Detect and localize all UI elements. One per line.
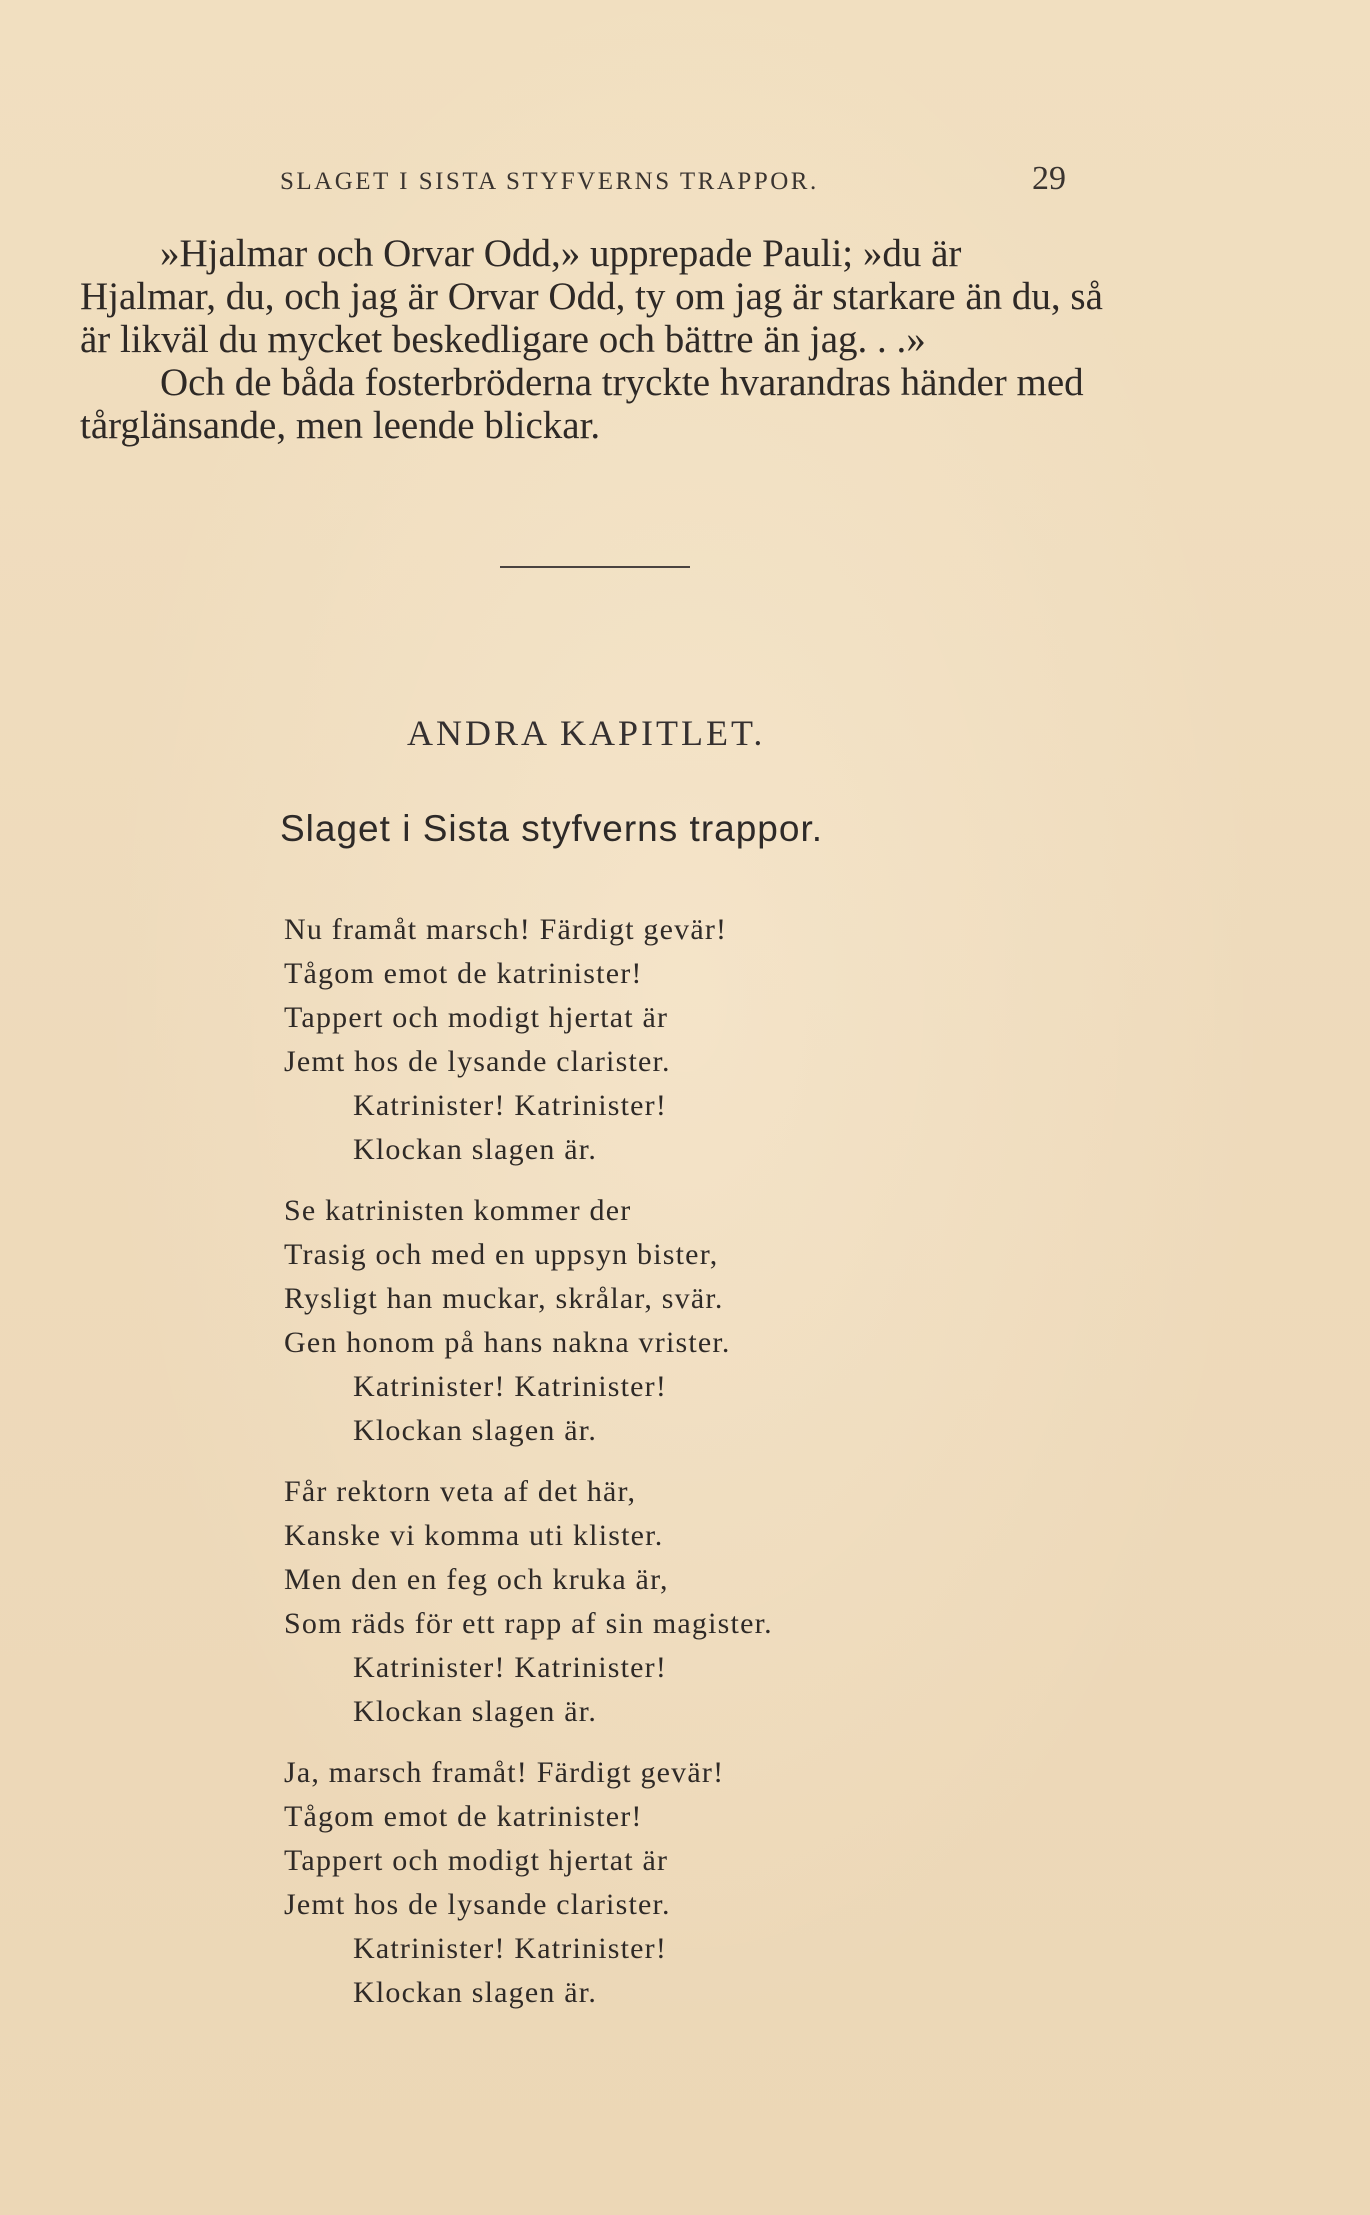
poem-line: Jemt hos de lysande clarister. [284, 1888, 671, 1921]
poem-line: Nu framåt marsch! Färdigt gevär! [284, 913, 728, 946]
prose-paragraph: Och de båda fosterbröderna tryckte hvarandras händer med tårglänsande, men leende blickar. [80, 361, 1084, 447]
poem-line: Men den en feg och kruka är, [284, 1563, 669, 1596]
running-head: SLAGET I SISTA STYFVERNS TRAPPOR. [280, 168, 819, 195]
prose-paragraph: »Hjalmar och Orvar Odd,» upprepade Pauli; »du är Hjalmar, du, och jag är Orvar Odd, ty om jag är starkare än du, så är likväl du mycket beskedligare och bättre än jag. . .» [80, 232, 1103, 361]
poem-refrain-line: Katrinister! Katrinister! [353, 1932, 668, 1965]
poem-refrain-line: Klockan slagen är. [353, 1414, 598, 1447]
poem-stanza [284, 1470, 773, 1734]
poem-refrain-line: Katrinister! Katrinister! [353, 1089, 668, 1122]
poem-stanza [284, 908, 773, 1172]
poem-line: Tågom emot de katrinister! [284, 957, 643, 990]
poem-refrain-line: Klockan slagen är. [353, 1976, 598, 2009]
prose-block [80, 232, 1105, 447]
poem-line: Jemt hos de lysande clarister. [284, 1045, 671, 1078]
page-number: 29 [1032, 160, 1066, 197]
poem-line: Se katrinisten kommer der [284, 1194, 632, 1227]
poem-stanza [284, 1189, 773, 1453]
poem-refrain-line: Katrinister! Katrinister! [353, 1370, 668, 1403]
poem-stanza [284, 1751, 773, 2015]
poem-refrain-line: Klockan slagen är. [353, 1695, 598, 1728]
poem-line: Tappert och modigt hjertat är [284, 1001, 669, 1034]
poem-refrain-line: Katrinister! Katrinister! [353, 1651, 668, 1684]
poem [284, 908, 773, 2032]
poem-line: Tappert och modigt hjertat är [284, 1844, 669, 1877]
chapter-title: Slaget i Sista styfverns trappor. [280, 808, 824, 849]
poem-line: Ja, marsch framåt! Färdigt gevär! [284, 1756, 725, 1789]
poem-refrain-line: Klockan slagen är. [353, 1133, 598, 1166]
chapter-heading: ANDRA KAPITLET. [407, 713, 766, 753]
poem-line: Får rektorn veta af det här, [284, 1475, 637, 1508]
poem-line: Som räds för ett rapp af sin magister. [284, 1607, 773, 1640]
poem-line: Gen honom på hans nakna vrister. [284, 1326, 731, 1359]
poem-line: Tågom emot de katrinister! [284, 1800, 643, 1833]
section-divider [500, 566, 690, 568]
poem-line: Kanske vi komma uti klister. [284, 1519, 664, 1552]
poem-line: Trasig och med en uppsyn bister, [284, 1238, 719, 1271]
poem-line: Rysligt han muckar, skrålar, svär. [284, 1282, 724, 1315]
